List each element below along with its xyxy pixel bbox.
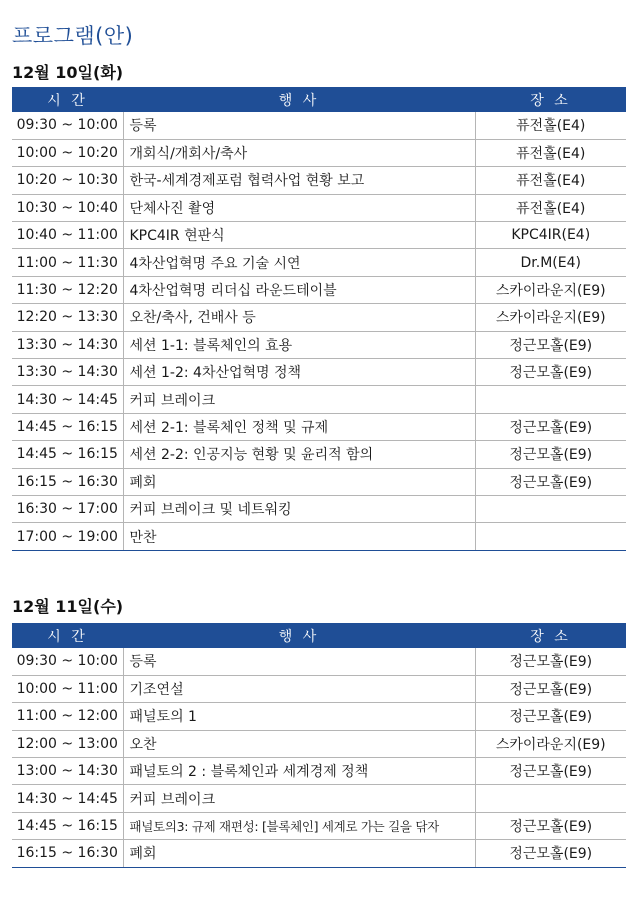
event-column-header: 행 사 xyxy=(123,623,475,648)
venue-cell: 정근모홀(E9) xyxy=(475,331,626,358)
schedule-row xyxy=(12,194,626,221)
time-cell: 10:00 ~ 10:20 xyxy=(12,139,123,166)
schedule-row xyxy=(12,222,626,249)
venue-column-header: 장 소 xyxy=(475,623,626,648)
venue-cell: 퓨전홀(E4) xyxy=(475,167,626,194)
time-cell: 09:30 ~ 10:00 xyxy=(12,648,123,675)
time-cell: 13:00 ~ 14:30 xyxy=(12,758,123,785)
time-cell: 17:00 ~ 19:00 xyxy=(12,523,123,550)
event-cell: 단체사진 촬영 xyxy=(123,194,475,221)
time-cell: 16:15 ~ 16:30 xyxy=(12,840,123,867)
time-cell: 13:30 ~ 14:30 xyxy=(12,359,123,386)
day2-schedule-table xyxy=(12,623,626,868)
venue-cell: Dr.M(E4) xyxy=(475,249,626,276)
event-cell: 4차산업혁명 주요 기술 시연 xyxy=(123,249,475,276)
event-column-header: 행 사 xyxy=(123,87,475,112)
time-cell: 11:30 ~ 12:20 xyxy=(12,276,123,303)
venue-cell: 정근모홀(E9) xyxy=(475,840,626,867)
venue-column-header: 장 소 xyxy=(475,87,626,112)
event-cell: 커피 브레이크 및 네트워킹 xyxy=(123,495,475,522)
time-cell: 13:30 ~ 14:30 xyxy=(12,331,123,358)
venue-cell: 퓨전홀(E4) xyxy=(475,112,626,139)
event-cell: 패널토의 2 : 블록체인과 세계경제 정책 xyxy=(123,758,475,785)
time-column-header: 시 간 xyxy=(12,623,123,648)
venue-cell: 정근모홀(E9) xyxy=(475,359,626,386)
schedule-row xyxy=(12,703,626,730)
venue-cell: 정근모홀(E9) xyxy=(475,812,626,839)
day2-header-row xyxy=(12,623,626,648)
time-cell: 12:00 ~ 13:00 xyxy=(12,730,123,757)
venue-cell: 정근모홀(E9) xyxy=(475,675,626,702)
schedule-row xyxy=(12,675,626,702)
event-cell: 등록 xyxy=(123,648,475,675)
time-cell: 14:45 ~ 16:15 xyxy=(12,812,123,839)
schedule-row xyxy=(12,495,626,522)
schedule-row xyxy=(12,812,626,839)
day2-date-heading: 12월 11일(수) xyxy=(12,597,124,616)
time-cell: 10:00 ~ 11:00 xyxy=(12,675,123,702)
time-cell: 12:20 ~ 13:30 xyxy=(12,304,123,331)
event-cell: 패널토의3: 규제 재편성: [블록체인] 세계로 가는 길을 닦자 xyxy=(123,812,475,839)
event-cell: KPC4IR 현판식 xyxy=(123,222,475,249)
time-cell: 14:30 ~ 14:45 xyxy=(12,386,123,413)
schedule-row xyxy=(12,304,626,331)
venue-cell: 스카이라운지(E9) xyxy=(475,304,626,331)
event-cell: 패널토의 1 xyxy=(123,703,475,730)
schedule-row xyxy=(12,648,626,675)
schedule-row xyxy=(12,840,626,867)
event-cell: 한국-세계경제포럼 협력사업 현황 보고 xyxy=(123,167,475,194)
time-cell: 14:45 ~ 16:15 xyxy=(12,441,123,468)
event-cell: 세션 1-1: 블록체인의 효용 xyxy=(123,331,475,358)
venue-cell: 정근모홀(E9) xyxy=(475,441,626,468)
schedule-row xyxy=(12,167,626,194)
event-cell: 커피 브레이크 xyxy=(123,386,475,413)
event-cell: 개회식/개회사/축사 xyxy=(123,139,475,166)
venue-cell xyxy=(475,523,626,550)
time-cell: 14:45 ~ 16:15 xyxy=(12,413,123,440)
event-cell: 4차산업혁명 리더십 라운드테이블 xyxy=(123,276,475,303)
schedule-row xyxy=(12,468,626,495)
schedule-row xyxy=(12,276,626,303)
venue-cell xyxy=(475,495,626,522)
venue-cell xyxy=(475,785,626,812)
time-cell: 10:20 ~ 10:30 xyxy=(12,167,123,194)
schedule-row xyxy=(12,730,626,757)
venue-cell: 정근모홀(E9) xyxy=(475,413,626,440)
time-cell: 09:30 ~ 10:00 xyxy=(12,112,123,139)
time-cell: 10:40 ~ 11:00 xyxy=(12,222,123,249)
event-cell: 오찬/축사, 건배사 등 xyxy=(123,304,475,331)
venue-cell: 정근모홀(E9) xyxy=(475,648,626,675)
time-cell: 16:15 ~ 16:30 xyxy=(12,468,123,495)
time-cell: 11:00 ~ 11:30 xyxy=(12,249,123,276)
time-cell: 10:30 ~ 10:40 xyxy=(12,194,123,221)
day1-schedule-table xyxy=(12,87,626,551)
event-cell: 기조연설 xyxy=(123,675,475,702)
schedule-row xyxy=(12,112,626,139)
day2-schedule-body xyxy=(12,648,626,867)
schedule-row xyxy=(12,359,626,386)
event-cell: 폐회 xyxy=(123,468,475,495)
day1-schedule-body xyxy=(12,112,626,550)
schedule-row xyxy=(12,758,626,785)
schedule-row xyxy=(12,386,626,413)
schedule-row xyxy=(12,785,626,812)
page-title: 프로그램(안) xyxy=(12,24,134,48)
schedule-row xyxy=(12,441,626,468)
venue-cell: 퓨전홀(E4) xyxy=(475,139,626,166)
venue-cell: 정근모홀(E9) xyxy=(475,758,626,785)
venue-cell: 스카이라운지(E9) xyxy=(475,276,626,303)
day1-date-heading: 12월 10일(화) xyxy=(12,63,124,82)
venue-cell: 정근모홀(E9) xyxy=(475,703,626,730)
time-cell: 14:30 ~ 14:45 xyxy=(12,785,123,812)
event-cell: 커피 브레이크 xyxy=(123,785,475,812)
schedule-row xyxy=(12,139,626,166)
venue-cell xyxy=(475,386,626,413)
time-cell: 16:30 ~ 17:00 xyxy=(12,495,123,522)
venue-cell: 스카이라운지(E9) xyxy=(475,730,626,757)
event-cell: 세션 2-2: 인공지능 현황 및 윤리적 함의 xyxy=(123,441,475,468)
event-cell: 등록 xyxy=(123,112,475,139)
time-column-header: 시 간 xyxy=(12,87,123,112)
event-cell: 세션 2-1: 블록체인 정책 및 규제 xyxy=(123,413,475,440)
venue-cell: KPC4IR(E4) xyxy=(475,222,626,249)
time-cell: 11:00 ~ 12:00 xyxy=(12,703,123,730)
schedule-row xyxy=(12,331,626,358)
event-cell: 폐회 xyxy=(123,840,475,867)
schedule-row xyxy=(12,413,626,440)
venue-cell: 정근모홀(E9) xyxy=(475,468,626,495)
schedule-row xyxy=(12,249,626,276)
event-cell: 만찬 xyxy=(123,523,475,550)
schedule-row xyxy=(12,523,626,550)
event-cell: 오찬 xyxy=(123,730,475,757)
day1-header-row xyxy=(12,87,626,112)
venue-cell: 퓨전홀(E4) xyxy=(475,194,626,221)
event-cell: 세션 1-2: 4차산업혁명 정책 xyxy=(123,359,475,386)
